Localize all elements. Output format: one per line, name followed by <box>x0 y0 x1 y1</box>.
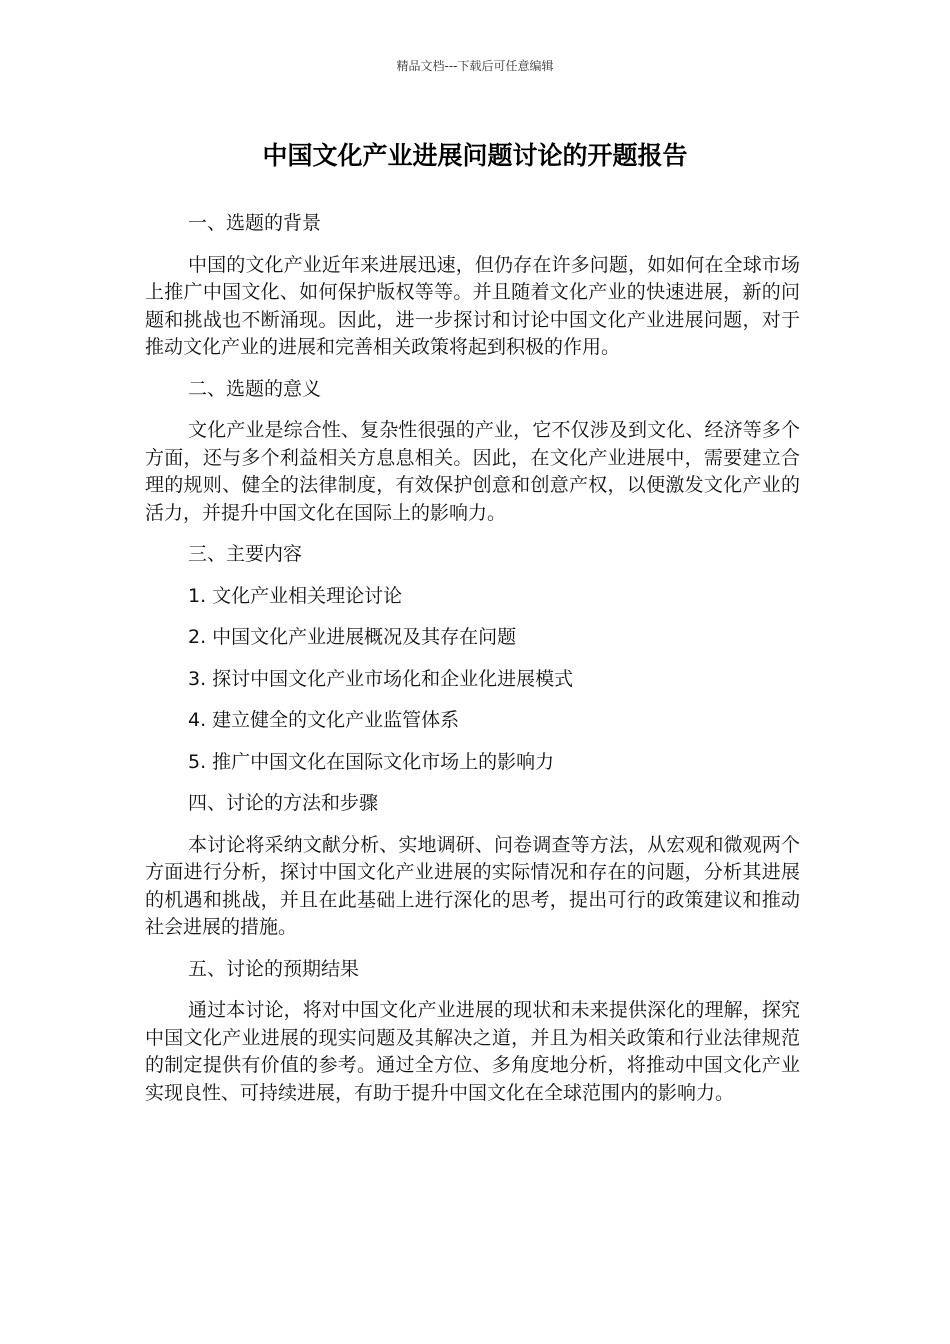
section-heading-methods: 四、讨论的方法和步骤 <box>188 792 379 814</box>
section-heading-main-content: 三、主要内容 <box>188 543 303 565</box>
page-header: 精品文档---下载后可任意编辑 <box>396 59 554 73</box>
list-item: 5. 推广中国文化在国际文化市场上的影响力 <box>188 750 555 773</box>
section-heading-background: 一、选题的背景 <box>188 212 322 234</box>
paragraph-methods: 本讨论将采纳文献分析、实地调研、问卷调查等方法，从宏观和微观两个方面进行分析，探讨中国文化产业进展的实际情况和存在的问题，分析其进展的机遇和挑战，并且在此基础上进行深化的思考，提出可行的政策建议和推动社会进展的措施。 <box>145 833 800 938</box>
section-heading-expected-results: 五、讨论的预期结果 <box>188 957 360 980</box>
list-item: 3. 探讨中国文化产业市场化和企业化进展模式 <box>188 667 574 690</box>
paragraph-expected-results: 通过本讨论，将对中国文化产业进展的现状和未来提供深化的理解，探究中国文化产业进展的现实问题及其解决之道，并且为相关政策和行业法律规范的制定提供有价值的参考。通过全方位、多角度地分析，将推动中国文化产业实现良性、可持续进展，有助于提升中国文化在全球范围内的影响力。 <box>145 999 800 1104</box>
document-body <box>145 210 800 1121</box>
document-title: 中国文化产业进展问题讨论的开题报告 <box>262 141 688 170</box>
list-item: 2. 中国文化产业进展概况及其存在问题 <box>188 626 517 648</box>
list-item: 4. 建立健全的文化产业监管体系 <box>188 709 460 731</box>
paragraph-significance: 文化产业是综合性、复杂性很强的产业，它不仅涉及到文化、经济等多个方面，还与多个利益相关方息息相关。因此，在文化产业进展中，需要建立合理的规则、健全的法律制度，有效保护创意和创意产权，以便激发文化产业的活力，并提升中国文化在国际上的影响力。 <box>145 419 800 524</box>
paragraph-background: 中国的文化产业近年来进展迅速，但仍存在许多问题，如如何在全球市场上推广中国文化、如何保护版权等等。并且随着文化产业的快速进展，新的问题和挑战也不断涌现。因此，进一步探讨和讨论中国文化产业进展问题，对于推动文化产业的进展和完善相关政策将起到积极的作用。 <box>145 253 800 358</box>
section-heading-significance: 二、选题的意义 <box>188 377 322 400</box>
list-item: 1. 文化产业相关理论讨论 <box>188 584 403 607</box>
